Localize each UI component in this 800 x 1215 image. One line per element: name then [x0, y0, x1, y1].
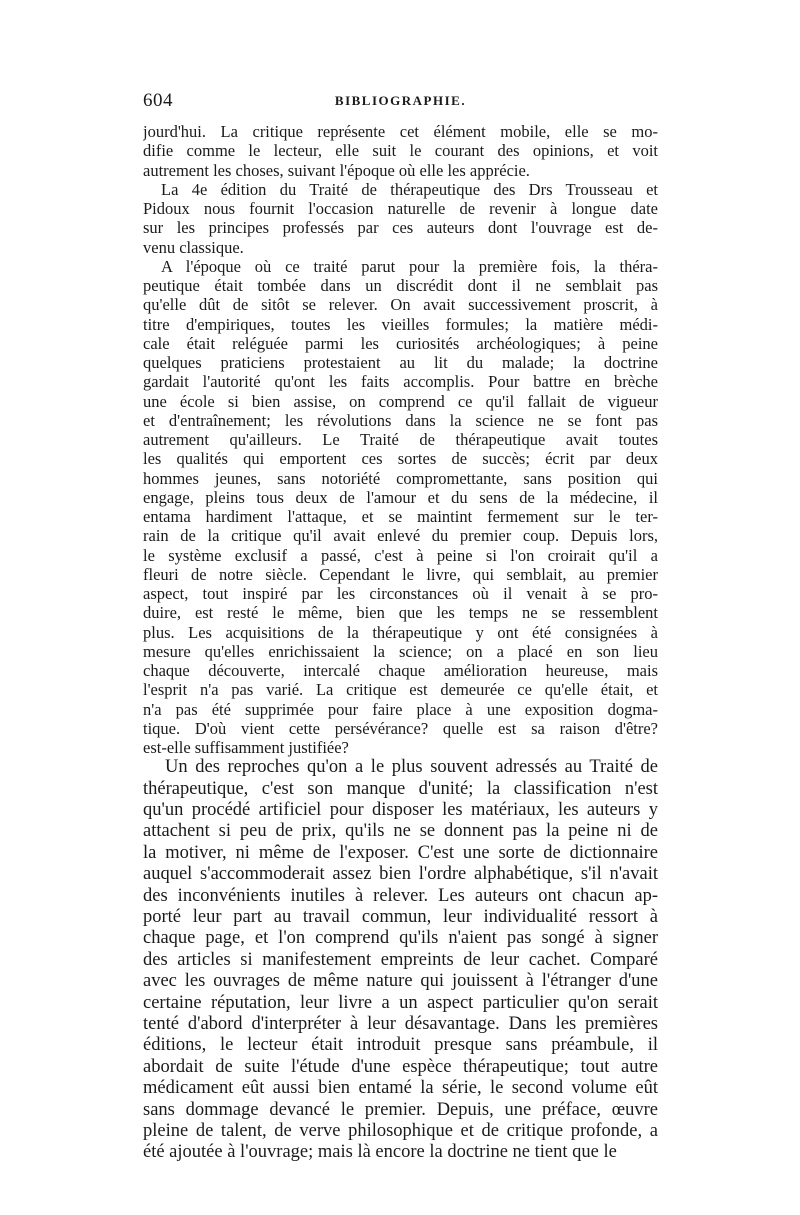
text-line: les qualités qui emportent ces sortes de succès; écrit par deux [143, 449, 658, 469]
text-line: une école si bien assise, on comprend ce qu'il fallait de vigueur [143, 391, 658, 411]
text-line: plus. Les acquisitions de la thérapeutique y ont été consignées à [143, 622, 658, 642]
text-line: est-elle suffisamment justifiée? [143, 738, 349, 757]
text-line: avec les ouvrages de même nature qui jouissent à l'étranger d'une [143, 971, 658, 992]
text-line: la motiver, ni même de l'exposer. C'est une sorte de dictionnaire [143, 842, 658, 863]
text-line: des articles si manifestement empreints de leur cachet. Comparé [143, 949, 658, 970]
text-line: Un des reproches qu'on a le plus souvent adressés au Traité de [165, 757, 658, 778]
paragraph [143, 180, 658, 257]
text-line: autrement les choses, suivant l'époque où elle les apprécie. [143, 160, 530, 180]
page-number: 604 [143, 90, 173, 111]
text-line: rain de la critique qu'il avait enlevé du premier coup. Depuis lors, [143, 526, 658, 546]
text-line: et d'entraînement; les révolutions dans la science ne se font pas [143, 410, 658, 430]
text-line: entama hardiment l'attaque, et se maintint fermement sur le ter- [143, 507, 658, 526]
text-line: gardait l'autorité qu'ont les faits accomplis. Pour battre en brèche [143, 372, 658, 392]
text-line: le système exclusif a passé, c'est à peine si l'on croirait qu'il a [143, 545, 658, 565]
text-line: sans dommage devancé le premier. Depuis, une préface, œuvre [143, 1099, 658, 1120]
text-line: mesure qu'elles enrichissaient la science; on a placé en son lieu [143, 641, 658, 661]
text-line: certaine réputation, leur livre a un aspect particulier qu'on serait [143, 992, 658, 1013]
page-header [143, 90, 658, 120]
text-line: chaque découverte, intercalé chaque amélioration heureuse, mais [143, 661, 658, 680]
text-line: peutique était tombée dans un discrédit dont il ne semblait pas [143, 276, 658, 295]
text-line: venu classique. [143, 237, 244, 257]
text-line: Pidoux nous fournit l'occasion naturelle de revenir à longue date [143, 199, 658, 218]
text-line: thérapeutique, c'est son manque d'unité; la classification n'est [143, 778, 658, 799]
text-line: sur les principes professés par ces auteurs dont l'ouvrage est de- [143, 218, 658, 238]
text-line: des inconvénients inutiles à relever. Les auteurs ont chacun ap- [143, 885, 658, 906]
text-line: autrement qu'ailleurs. Le Traité de thérapeutique avait toutes [143, 430, 658, 449]
text-line: porté leur part au travail commun, leur individualité ressort à [143, 906, 658, 927]
text-line: tenté d'abord d'interpréter à leur désavantage. Dans les premières [143, 1013, 658, 1034]
text-line: fleuri de notre siècle. Cependant le livre, qui semblait, au premier [143, 564, 658, 584]
text-line: La 4e édition du Traité de thérapeutique des Drs Trousseau et [161, 179, 658, 199]
text-line: duire, est resté le même, bien que les temps ne se ressemblent [143, 603, 658, 623]
paragraph [143, 122, 658, 180]
text-line: jourd'hui. La critique représente cet élément mobile, elle se mo- [143, 122, 658, 141]
text-line: cale était reléguée parmi les curiosités archéologiques; à peine [143, 333, 658, 353]
text-line: titre d'empiriques, toutes les vieilles formules; la matière médi- [143, 314, 658, 334]
text-line: engage, pleins tous deux de l'amour et du sens de la médecine, il [143, 487, 658, 507]
text-line: difie comme le lecteur, elle suit le courant des opinions, et voit [143, 141, 658, 161]
text-line: hommes jeunes, sans notoriété compromettante, sans position qui [143, 468, 658, 488]
body-text [143, 122, 658, 1164]
text-line: pleine de talent, de verve philosophique et de critique profonde, a [143, 1120, 658, 1141]
text-line: n'a pas été supprimée pour faire place à une exposition dogma- [143, 699, 658, 719]
text-line: aspect, tout inspiré par les circonstances où il venait à se pro- [143, 584, 658, 603]
text-line: qu'elle dût de sitôt se relever. On avait successivement proscrit, à [143, 295, 658, 315]
text-line: médicament eût aussi bien entamé la série, le second volume eût [143, 1078, 658, 1099]
text-line: tique. D'où vient cette persévérance? quelle est sa raison d'être? [143, 718, 658, 738]
paragraph [143, 257, 658, 758]
text-line: A l'époque où ce traité parut pour la première fois, la théra- [161, 256, 658, 276]
text-line: chaque page, et l'on comprend qu'ils n'aient pas songé à signer [143, 928, 658, 949]
text-line: été ajoutée à l'ouvrage; mais là encore la doctrine ne tient que le [143, 1142, 617, 1163]
text-line: qu'un procédé artificiel pour disposer les matériaux, les auteurs y [143, 800, 658, 821]
text-line: quelques praticiens protestaient au lit du malade; la doctrine [143, 353, 658, 372]
text-line: l'esprit n'a pas varié. La critique est demeurée ce qu'elle était, et [143, 680, 658, 700]
paragraph [143, 757, 658, 1163]
text-line: auquel s'accommoderait assez bien l'ordre alphabétique, s'il n'avait [143, 864, 658, 885]
text-line: attachent si peu de prix, qu'ils ne se donnent pas la peine ni de [143, 821, 658, 842]
running-title: BIBLIOGRAPHIE. [334, 93, 467, 108]
text-line: abordait de suite l'étude d'une espèce thérapeutique; tout autre [143, 1056, 658, 1077]
text-line: éditions, le lecteur était introduit presque sans préambule, il [143, 1035, 658, 1056]
